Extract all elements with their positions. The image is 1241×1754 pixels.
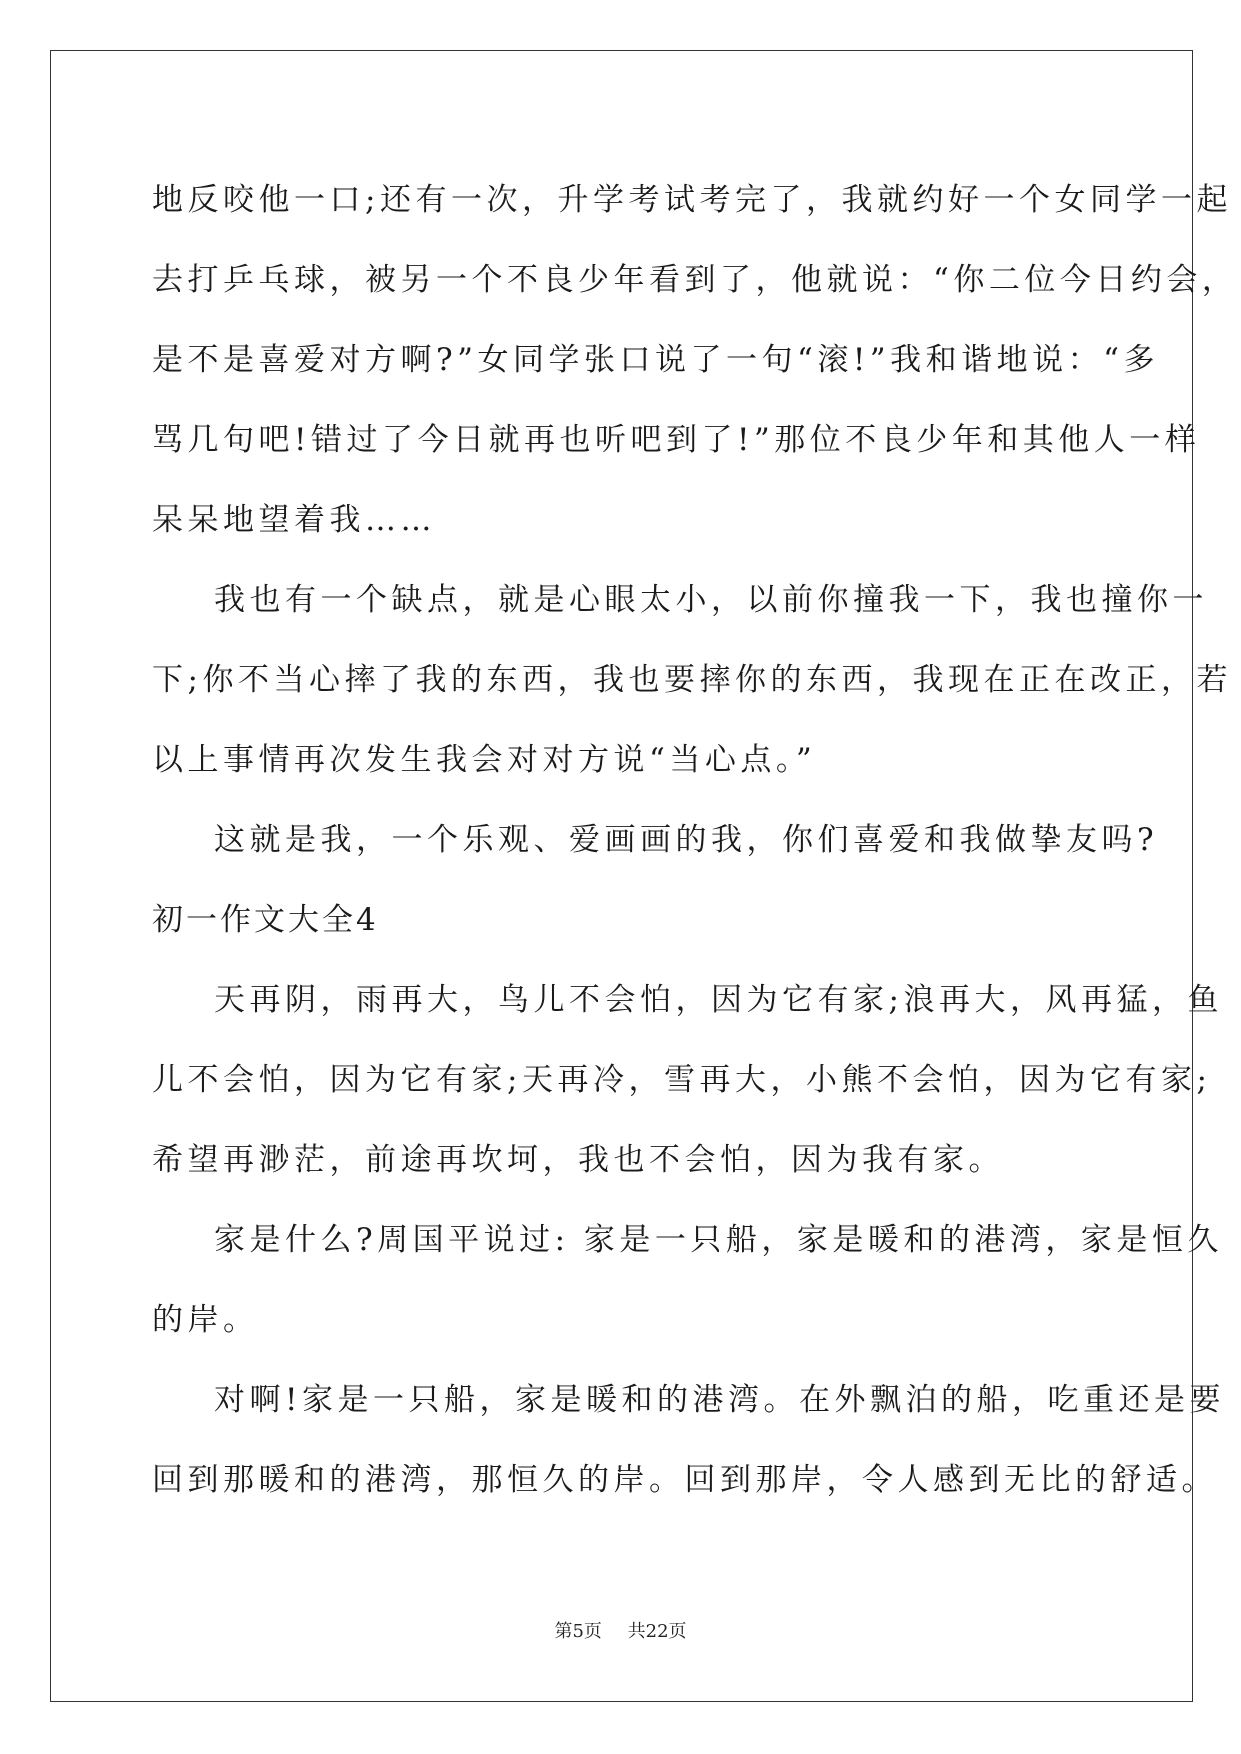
- document-body: [152, 160, 1238, 1520]
- paragraph: [152, 800, 1159, 880]
- text-line: 地反咬他一口;还有一次，升学考试考完了，我就约好一个女同学一起: [152, 182, 1232, 218]
- paragraph: [152, 960, 1223, 1200]
- text-line: 家是什么?周国平说过: 家是一只船，家是暖和的港湾，家是恒久: [214, 1222, 1223, 1258]
- text-line: 天再阴，雨再大，鸟儿不会怕，因为它有家;浪再大，风再猛，鱼: [214, 982, 1223, 1018]
- text-line: 是不是喜爱对方啊?”女同学张口说了一句“滚!”我和谐地说：“多: [152, 342, 1159, 378]
- page-footer: [0, 1617, 1241, 1643]
- text-line: 回到那暖和的港湾，那恒久的岸。回到那岸，令人感到无比的舒适。: [152, 1462, 1217, 1498]
- paragraph: [152, 560, 1232, 800]
- text-line: 希望再渺茫，前途再坎坷，我也不会怕，因为我有家。: [152, 1142, 1004, 1178]
- text-line: 我也有一个缺点，就是心眼太小，以前你撞我一下，我也撞你一: [214, 582, 1208, 618]
- section-heading: 初一作文大全4: [152, 902, 379, 938]
- text-line: 下;你不当心摔了我的东西，我也要摔你的东西，我现在正在改正，若: [152, 662, 1232, 698]
- text-line: 以上事情再次发生我会对对方说“当心点。”: [152, 742, 817, 778]
- text-line: 的岸。: [152, 1302, 259, 1338]
- paragraph: [152, 1200, 1223, 1360]
- text-line: 儿不会怕，因为它有家;天再冷，雪再大，小熊不会怕，因为它有家;: [152, 1062, 1212, 1098]
- paragraph: [152, 1360, 1225, 1520]
- text-line: 骂几句吧!错过了今日就再也听吧到了!”那位不良少年和其他人一样: [152, 422, 1201, 458]
- text-line: 呆呆地望着我……: [152, 502, 436, 538]
- page-total: 共22页: [627, 1621, 687, 1642]
- text-line: 去打乒乓球，被另一个不良少年看到了，他就说：“你二位今日约会，: [152, 262, 1238, 298]
- text-line: 这就是我，一个乐观、爱画画的我，你们喜爱和我做挚友吗?: [214, 822, 1159, 858]
- text-line: 对啊!家是一只船，家是暖和的港湾。在外飘泊的船，吃重还是要: [214, 1382, 1225, 1418]
- paragraph: [152, 160, 1238, 560]
- page-number: 第5页: [554, 1621, 602, 1642]
